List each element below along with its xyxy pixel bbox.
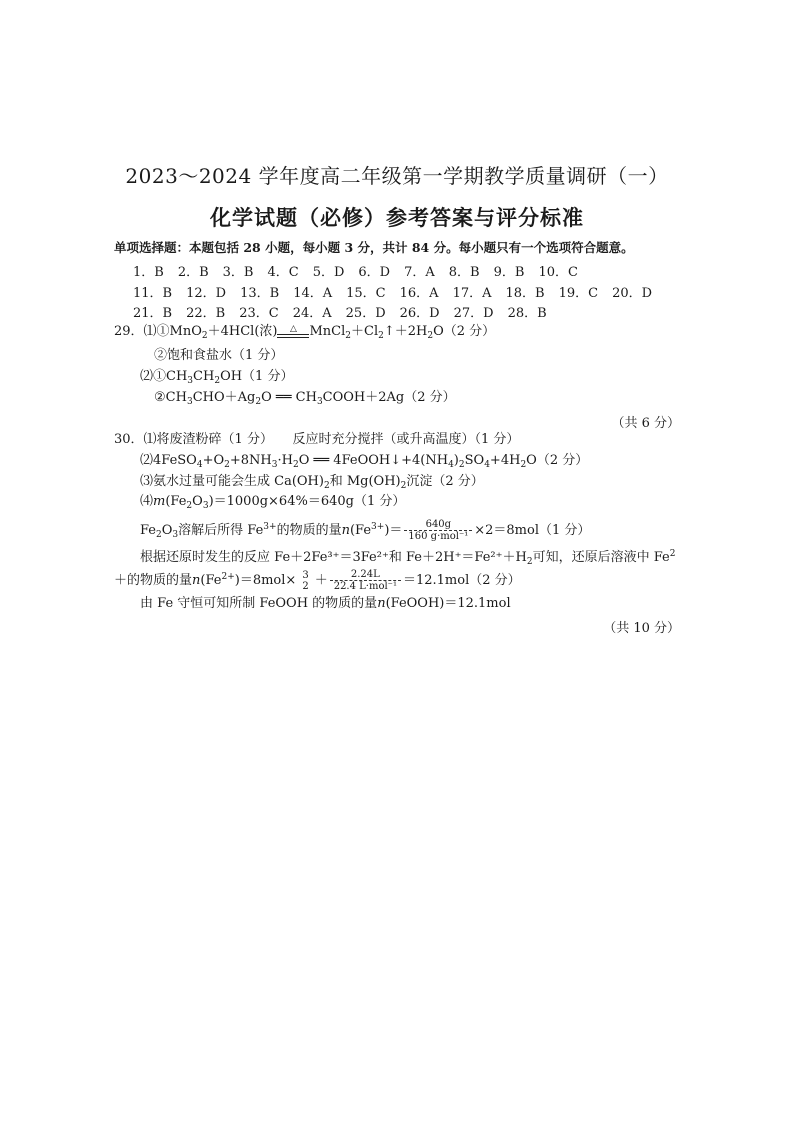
q29-label: 29． bbox=[114, 324, 144, 339]
answer-item: 1．B bbox=[133, 265, 164, 280]
answer-row-3 bbox=[133, 302, 561, 321]
q29-line-3: $⑵①CH_3CH_2OH(1$ 分） bbox=[140, 369, 294, 386]
answer-row-1 bbox=[133, 261, 592, 280]
answer-item: 26．D bbox=[399, 306, 440, 321]
answer-item: 18．B bbox=[505, 286, 545, 301]
answer-item: 3．B bbox=[222, 265, 254, 280]
answer-item: 14．A bbox=[293, 286, 333, 301]
answer-item: 20．D bbox=[612, 286, 653, 301]
answer-item: 28．B bbox=[507, 306, 547, 321]
answer-row-2 bbox=[133, 282, 666, 301]
answer-item: 23．C bbox=[239, 306, 279, 321]
q29-line-4: $②CH_3CHO+Ag_2O$ ══ $CH_3COOH+2Ag(2$ 分） bbox=[154, 390, 456, 407]
answer-item: 8．B bbox=[448, 265, 480, 280]
q30-line-2: $⑵4FeSO_4+O_2+8NH_3\cdot H_2O$ ══ $4FeOOH↓+4(NH_4)_2SO_4+4H_2O(2$ 分） bbox=[140, 453, 589, 470]
answer-item: 19．C bbox=[558, 286, 599, 301]
q29-line-1: 29．⑴①MnO$_2$＋4HCl(浓) △ $MnCl_2+Cl_2↑+2H_2O(2$ 分） bbox=[114, 324, 496, 341]
q30-line-8: 由 Fe 守恒可知所制 FeOOH 的物质的量n(FeOOH)＝12.1mol bbox=[140, 596, 511, 611]
document-title: 2023～2024 学年度高二年级第一学期教学质量调研（一） bbox=[125, 164, 669, 188]
q30-line-7: ＋的物质的量$n(Fe^{2+})=8mol\times$ 3 2 ＋ $\frac{2.24L}{\text{22.4 L·mol⁻¹}}$ ＝12.1mol（2 分） bbox=[114, 569, 521, 592]
answer-item: 9．B bbox=[493, 265, 525, 280]
fraction: $\frac{640g}{\text{160 g·mol⁻¹}}$ bbox=[404, 519, 472, 542]
answer-item: 11．B bbox=[133, 286, 173, 301]
fraction: 3 2 bbox=[302, 569, 309, 592]
q30-line-6: 根据还原时发生的反应 Fe＋2Fe³⁺＝3Fe²⁺和 $Fe+2H^+=Fe^{2+}+H_2$可知，还原后溶液中 Fe$^2$ bbox=[140, 549, 676, 567]
q30-label: 30． bbox=[114, 432, 144, 447]
document-subtitle: 化学试题（必修）参考答案与评分标准 bbox=[210, 205, 584, 230]
q30-line-3: ⑶氨水过量可能会生成 $Ca(OH)_2$和 $Mg(OH)_2$沉淀（2 分） bbox=[140, 474, 484, 491]
answer-item: 7．A bbox=[404, 265, 435, 280]
q29-line-2: ②饱和食盐水（1 分） bbox=[154, 348, 284, 363]
answer-item: 4．C bbox=[267, 265, 299, 280]
answer-item: 6．D bbox=[358, 265, 391, 280]
answer-item: 2．B bbox=[177, 265, 209, 280]
q30-line-5: $Fe_2O_3$溶解后所得 $Fe^{3+}$的物质的量$n(Fe^{3+})=$ $\frac{640g}{\text{160 g·mol⁻¹}}$ ×2＝8mol（1 分） bbox=[140, 519, 591, 542]
answer-item: 27．D bbox=[453, 306, 494, 321]
answer-item: 24．A bbox=[292, 306, 332, 321]
answer-item: 16．A bbox=[399, 286, 439, 301]
answer-item: 21．B bbox=[133, 306, 173, 321]
q30-total: （共 10 分） bbox=[603, 621, 680, 636]
fraction: $\frac{2.24L}{\text{22.4 L·mol⁻¹}}$ bbox=[330, 569, 401, 592]
section-intro: 单项选择题：本题包括 28 小题，每小题 3 分，共计 84 分。每小题只有一个选项符合题意。 bbox=[114, 240, 634, 255]
q29-total: （共 6 分） bbox=[611, 416, 680, 431]
answer-item: 5．D bbox=[312, 265, 345, 280]
answer-item: 22．B bbox=[186, 306, 226, 321]
answer-item: 13．B bbox=[240, 286, 280, 301]
q30-line-1: 30．⑴将废渣粉碎（1 分） 反应时充分搅拌（或升高温度）（1 分） bbox=[114, 432, 520, 447]
answer-item: 15．C bbox=[346, 286, 386, 301]
answer-item: 10．C bbox=[538, 265, 578, 280]
q30-line-4: $⑷m(Fe_2O_3)=1000g\times 64\%=640g(1$ 分） bbox=[140, 494, 406, 511]
answer-item: 25．D bbox=[345, 306, 386, 321]
answer-item: 12．D bbox=[186, 286, 227, 301]
heating-equals-sign: △ bbox=[277, 325, 309, 338]
answer-item: 17．A bbox=[452, 286, 492, 301]
